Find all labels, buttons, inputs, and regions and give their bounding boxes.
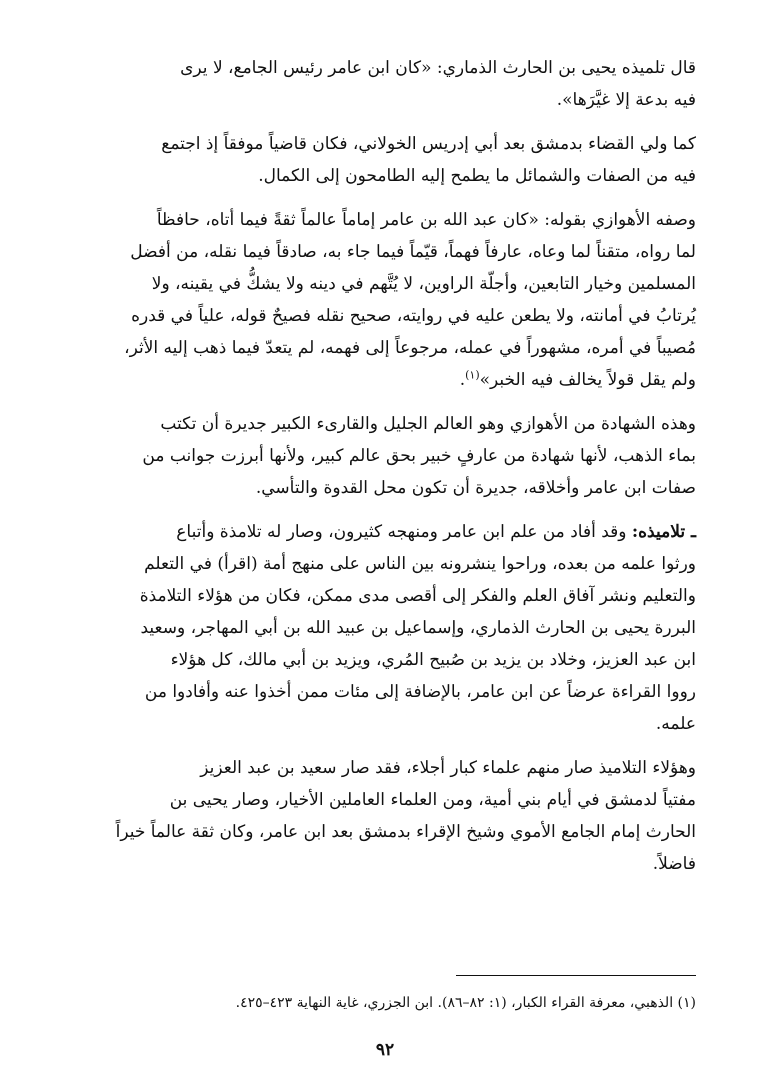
paragraph-line: ورثوا علمه من بعده، وراحوا ينشرونه بين الناس على منهج أمة (اقرأ) في التعلم (144, 554, 696, 574)
page-number: ٩٢ (375, 1040, 395, 1060)
footnote: (١) الذهبي، معرفة القراء الكبار، (١: ٨٢–٨٦). ابن الجزري، غاية النهاية ٤٢٣–٤٢٥. (235, 995, 696, 1011)
paragraph-line: صفات ابن عامر وأخلاقه، جديرة أن تكون محل القدوة والتأسي. (255, 478, 696, 498)
paragraph-judgeship (74, 128, 696, 192)
paragraph-testimony (74, 408, 696, 504)
paragraph-notable-students (74, 752, 696, 880)
page-body (74, 52, 696, 892)
paragraph-line: لما رواه، متقناً لما وعاه، عارفاً فهماً، قيّماً فيما جاء به، صادقاً فيما نقله، من أفضل (130, 242, 696, 262)
paragraph-line-end: . (459, 370, 466, 390)
paragraph-line-text: ولم يقل قولاً يخالف فيه الخبر» (479, 370, 696, 390)
paragraph-line: رووا القراءة عرضاً عن ابن عامر، بالإضافة إلى مئات ممن أخذوا عنه وأفادوا من (144, 682, 696, 702)
paragraph-line: وهؤلاء التلاميذ صار منهم علماء كبار أجلاء، فقد صار سعيد بن عبد العزيز (200, 758, 696, 778)
paragraph-line: مُصيباً في أمره، مشهوراً في عمله، مرجوعاً إلى فهمه، لم يتعدّ فيما ذهب إليه الأثر، (124, 338, 696, 358)
paragraph-line: والتعليم ونشر آفاق العلم والفكر إلى أقصى مدى ممكن، فكان من هؤلاء التلامذة (139, 586, 696, 606)
paragraph-line: فاضلاً. (652, 854, 696, 874)
paragraph-line: وصفه الأهوازي بقوله: «كان عبد الله بن عامر إماماً عالماً ثقةً فيما أتاه، حافظاً (156, 210, 696, 230)
paragraph-line: الحارث إمام الجامع الأموي وشيخ الإقراء بدمشق بعد ابن عامر، وكان ثقة عالماً خيراً (115, 822, 696, 842)
paragraph-line: المسلمين وخيار التابعين، وأجلّة الراوين، لا يُتَّهم في دينه ولا يشكُّ في يقينه، ولا (151, 274, 696, 294)
paragraph-line: بماء الذهب، لأنها شهادة من عارفٍ خبير بحق عالم كبير، ولأنها أبرزت جوانب من (142, 446, 696, 466)
footnote-divider (456, 975, 696, 976)
section-heading: ـ تلاميذه: (631, 522, 696, 542)
footnote-reference: (١) (465, 368, 480, 382)
paragraph-line: فيه من الصفات والشمائل ما يطمح إليه الطامحون إلى الكمال. (258, 166, 696, 186)
paragraph-students (74, 516, 696, 740)
paragraph-line: وهذه الشهادة من الأهوازي وهو العالم الجليل والقارىء الكبير جديرة أن تكتب (160, 414, 696, 434)
paragraph-line: كما ولي القضاء بدمشق بعد أبي إدريس الخولاني، فكان قاضياً موفقاً إذ اجتمع (161, 134, 696, 154)
paragraph-line (74, 516, 696, 548)
paragraph-line: فيه بدعة إلا غيَّرَها». (556, 90, 696, 110)
paragraph-line (74, 364, 696, 396)
paragraph-line: قال تلميذه يحيى بن الحارث الذماري: «كان ابن عامر رئيس الجامع، لا يرى (180, 58, 696, 78)
paragraph-line: علمه. (655, 714, 696, 734)
paragraph-line: ابن عبد العزيز، وخلاد بن يزيد بن صُبيح المُري، ويزيد بن أبي مالك، كل هؤلاء (170, 650, 696, 670)
paragraph-line: البررة يحيى بن الحارث الذماري، وإسماعيل بن عبيد الله بن أبي المهاجر، وسعيد (140, 618, 696, 638)
paragraph-ahwazi-description (74, 204, 696, 396)
paragraph-line: مفتياً لدمشق في أيام بني أمية، ومن العلماء العاملين الأخيار، وصار يحيى بن (169, 790, 696, 810)
paragraph-line-text: وقد أفاد من علم ابن عامر ومنهجه كثيرون، وصار له تلامذة وأتباع (176, 522, 632, 542)
paragraph-student-quote (74, 52, 696, 116)
paragraph-line: يُرتابُ في أمانته، ولا يطعن عليه في روايته، صحيح نقله فصيحٌ قوله، علياً في قدره (131, 306, 696, 326)
